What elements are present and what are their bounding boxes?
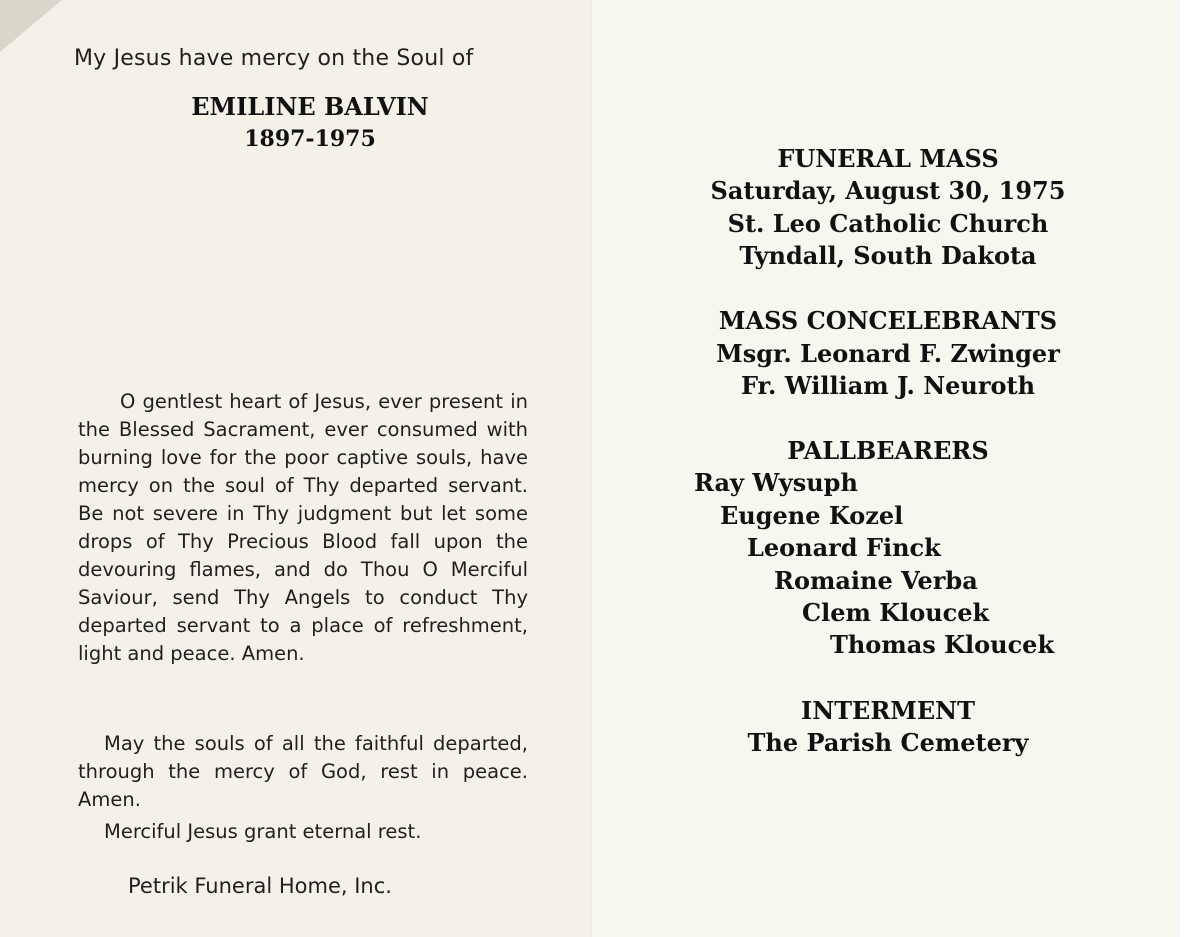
right-panel [592,0,1180,937]
pallbearer-name: Ray Wysuph [694,468,858,497]
pallbearer-name: Thomas Kloucek [830,630,1055,659]
interment-heading: INTERMENT [801,696,975,725]
concelebrants-heading: MASS CONCELEBRANTS [718,306,1058,335]
scan-margin [1180,0,1200,937]
pallbearer-name: Eugene Kozel [720,501,904,530]
invocation-text: My Jesus have mercy on the Soul of [74,46,474,71]
prayer-paragraph [78,730,528,814]
folded-corner [0,0,62,52]
prayer-text-1: O gentlest heart of Jesus, ever present in the Blessed Sacrament, ever consumed with burning love for the poor captive souls, have mercy on the soul of Thy departed servant. Be not severe in Thy judgment but let some drops of Thy Precious Blood fall upon the devouring flames, and do Thou O Merciful Saviour, send Thy Angels to conduct Thy departed servant to a place of refreshment, light and peace. Amen. [78,390,528,665]
prayer-paragraph [78,388,528,668]
life-years: 1897-1975 [244,126,376,152]
funeral-mass-heading: FUNERAL MASS [777,144,999,173]
funeral-mass-church: St. Leo Catholic Church [727,209,1049,238]
funeral-home-name: Petrik Funeral Home, Inc. [128,874,392,898]
funeral-mass-date: Saturday, August 30, 1975 [710,176,1066,205]
prayer-text-2: May the souls of all the faithful departed, through the mercy of God, rest in peace. Amen. [78,732,528,811]
prayer-text-3: Merciful Jesus grant eternal rest. [104,820,422,843]
pallbearers-heading: PALLBEARERS [787,436,989,465]
deceased-name: EMILINE BALVIN [191,92,429,121]
pallbearer-name: Leonard Finck [747,533,941,562]
funeral-mass-location: Tyndall, South Dakota [739,241,1037,270]
interment-place: The Parish Cemetery [747,728,1029,757]
concelebrant-name: Fr. William J. Neuroth [740,371,1036,400]
pallbearer-name: Romaine Verba [774,566,978,595]
concelebrant-name: Msgr. Leonard F. Zwinger [716,339,1060,368]
left-panel [0,0,592,937]
pallbearer-name: Clem Kloucek [802,598,990,627]
